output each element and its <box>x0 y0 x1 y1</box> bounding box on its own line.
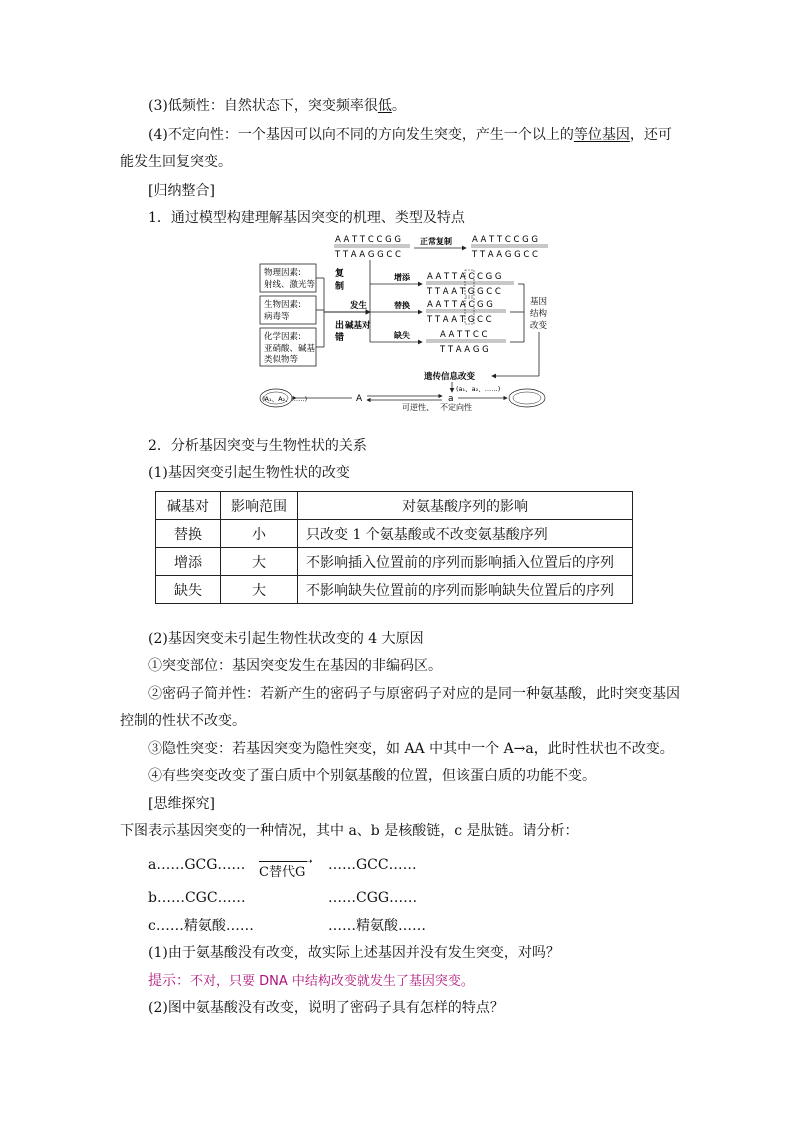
table-cell: 增添 <box>156 548 221 576</box>
substitution-top-strand: A A T T A C G G <box>427 300 493 310</box>
chemical-factor-detail-2: 类似物等 <box>264 355 299 365</box>
table-header: 碱基对 <box>156 492 221 520</box>
chain-a-left: a……GCG…… <box>148 857 246 873</box>
chain-a-right: ……GCC…… <box>328 857 417 873</box>
gene-structure-label-2: 结构 <box>530 309 548 319</box>
original-top-strand: A A T T C C G G <box>335 235 401 245</box>
table-header: 对氨基酸序列的影响 <box>298 492 633 520</box>
physical-factor-detail: 射线、激光等 <box>264 280 316 290</box>
allele-a: a <box>448 394 454 404</box>
substitution-label: 替换 <box>394 301 410 310</box>
chain-c-right: ……精氨酸…… <box>328 918 426 934</box>
reason-2: ②密码子简并性：若新产生的密码子与原密码子对应的是同一种氨基酸，此时突变基因 <box>148 686 680 702</box>
original-bottom-strand: T T A A G G C C <box>335 250 401 260</box>
reason-4: ④有些突变改变了蛋白质中个别氨基酸的位置，但该蛋白质的功能不变。 <box>148 768 596 784</box>
alleles-left: (A₁、A₂、……) <box>262 395 308 403</box>
section-thinking: [思维探究] <box>148 796 215 812</box>
allele-A: A <box>356 394 363 404</box>
biological-factor-detail: 病毒等 <box>264 312 290 322</box>
property-undirected: 不定向性 <box>440 403 472 412</box>
gene-structure-label-1: 基因 <box>530 297 548 307</box>
biological-factor-label: 生物因素: <box>264 300 301 310</box>
deletion-label: 缺失 <box>394 331 410 340</box>
table-cell: 小 <box>221 520 298 548</box>
gene-structure-label-3: 改变 <box>530 321 548 331</box>
heading-trait-change: (1)基因突变引起生物性状的改变 <box>148 465 350 481</box>
table-header-row <box>156 492 633 520</box>
paragraph-undirected: (4)不定向性：一个基因可以向不同的方向发生突变，产生一个以上的等位基因，还可 <box>148 127 672 143</box>
table-row <box>156 548 633 576</box>
genetic-info-change-label: 遗传信息改变 <box>424 372 476 382</box>
addition-top-strand: A A T T A C C G G <box>427 272 502 282</box>
question-1: (1)由于氨基酸没有改变，故实际上述基因并没有发生突变，对吗？ <box>148 945 560 961</box>
table-header: 影响范围 <box>221 492 298 520</box>
heading-no-trait-change: (2)基因突变未引起生物性状改变的 4 大原因 <box>148 631 424 647</box>
replicate-char-1: 复 <box>335 269 345 279</box>
table-row <box>156 576 633 604</box>
table-cell: 只改变 1 个氨基酸或不改变氨基酸序列 <box>298 520 633 548</box>
underlined-allele: 等位基因 <box>573 127 630 143</box>
deletion-top-strand: A A T T C C <box>440 330 488 340</box>
heading-model: 1．通过模型构建理解基因突变的机理、类型及特点 <box>148 210 465 226</box>
pair-label-2: 碱基对 <box>345 321 371 331</box>
table-cell: 不影响插入位置前的序列而影响插入位置后的序列 <box>298 548 633 576</box>
table-cell: 不影响缺失位置前的序列而影响缺失位置后的序列 <box>298 576 633 604</box>
error-char-2: 错 <box>335 333 345 343</box>
alleles-right: (a₁、a₂、……) <box>456 385 501 393</box>
question-2: (2)图中氨基酸没有改变，说明了密码子具有怎样的特点？ <box>148 1000 504 1016</box>
chemical-factor-detail: 亚硝酸、碱基 <box>264 344 316 354</box>
replicated-bottom-strand: T T A A G G C C <box>472 250 538 260</box>
deletion-bottom-strand: T T A A G G <box>440 345 489 355</box>
hint-line <box>148 971 474 992</box>
replicate-char-2: 制 <box>335 282 345 292</box>
table-cell: 缺失 <box>156 576 221 604</box>
table-row <box>156 520 633 548</box>
chain-b-right: ……CGG…… <box>328 890 418 906</box>
normal-replication-label: 正常复制 <box>420 237 452 246</box>
replicated-top-strand: A A T T C C G G <box>472 235 538 245</box>
substitution-bottom-strand: T T A A T G C C <box>427 315 492 325</box>
underlined-low: 低 <box>377 98 392 114</box>
table-cell: 大 <box>221 548 298 576</box>
error-char-1: 出 <box>335 321 345 331</box>
addition-label: 增添 <box>394 273 410 282</box>
heading-relationship: 2．分析基因突变与生物性状的关系 <box>148 438 367 454</box>
hint-label: 提示： <box>148 973 190 989</box>
reason-3: ③隐性突变：若基因突变为隐性突变，如 AA 中其中一个 A→a，此时性状也不改变。 <box>148 741 674 757</box>
chain-b-left: b……CGC…… <box>148 890 246 906</box>
physical-factor-label: 物理因素: <box>264 268 301 278</box>
reason-2-cont: 控制的性状不改变。 <box>120 713 246 729</box>
reason-1: ①突变部位：基因突变发生在基因的非编码区。 <box>148 658 442 674</box>
pair-label-1: 发生 <box>350 301 368 311</box>
paragraph-low-frequency: (3)低频性：自然状态下，突变频率很低。 <box>148 98 406 114</box>
gene-mutation-diagram <box>252 232 552 414</box>
table-cell: 替换 <box>156 520 221 548</box>
mutation-effect-table <box>155 491 633 604</box>
section-summary: [归纳整合] <box>148 183 215 199</box>
chemical-factor-label: 化学因素: <box>264 332 301 342</box>
table-cell: 大 <box>221 576 298 604</box>
property-reversible: 可逆性、 <box>402 403 434 412</box>
substitution-arrow: ➝ C替代G <box>259 857 311 879</box>
addition-bottom-strand: T T A A T G G C C <box>427 287 501 297</box>
paragraph-undirected-cont: 能发生回复突变。 <box>120 154 232 170</box>
intro-text: 下图表示基因突变的一种情况，其中 a、b 是核酸链，c 是肽链。请分析： <box>120 823 579 839</box>
chain-c-left: c……精氨酸…… <box>148 918 254 934</box>
hint-text: 不对，只要 DNA 中结构改变就发生了基因突变。 <box>190 974 474 989</box>
substitution-arrow-label: C替代G <box>259 865 306 880</box>
